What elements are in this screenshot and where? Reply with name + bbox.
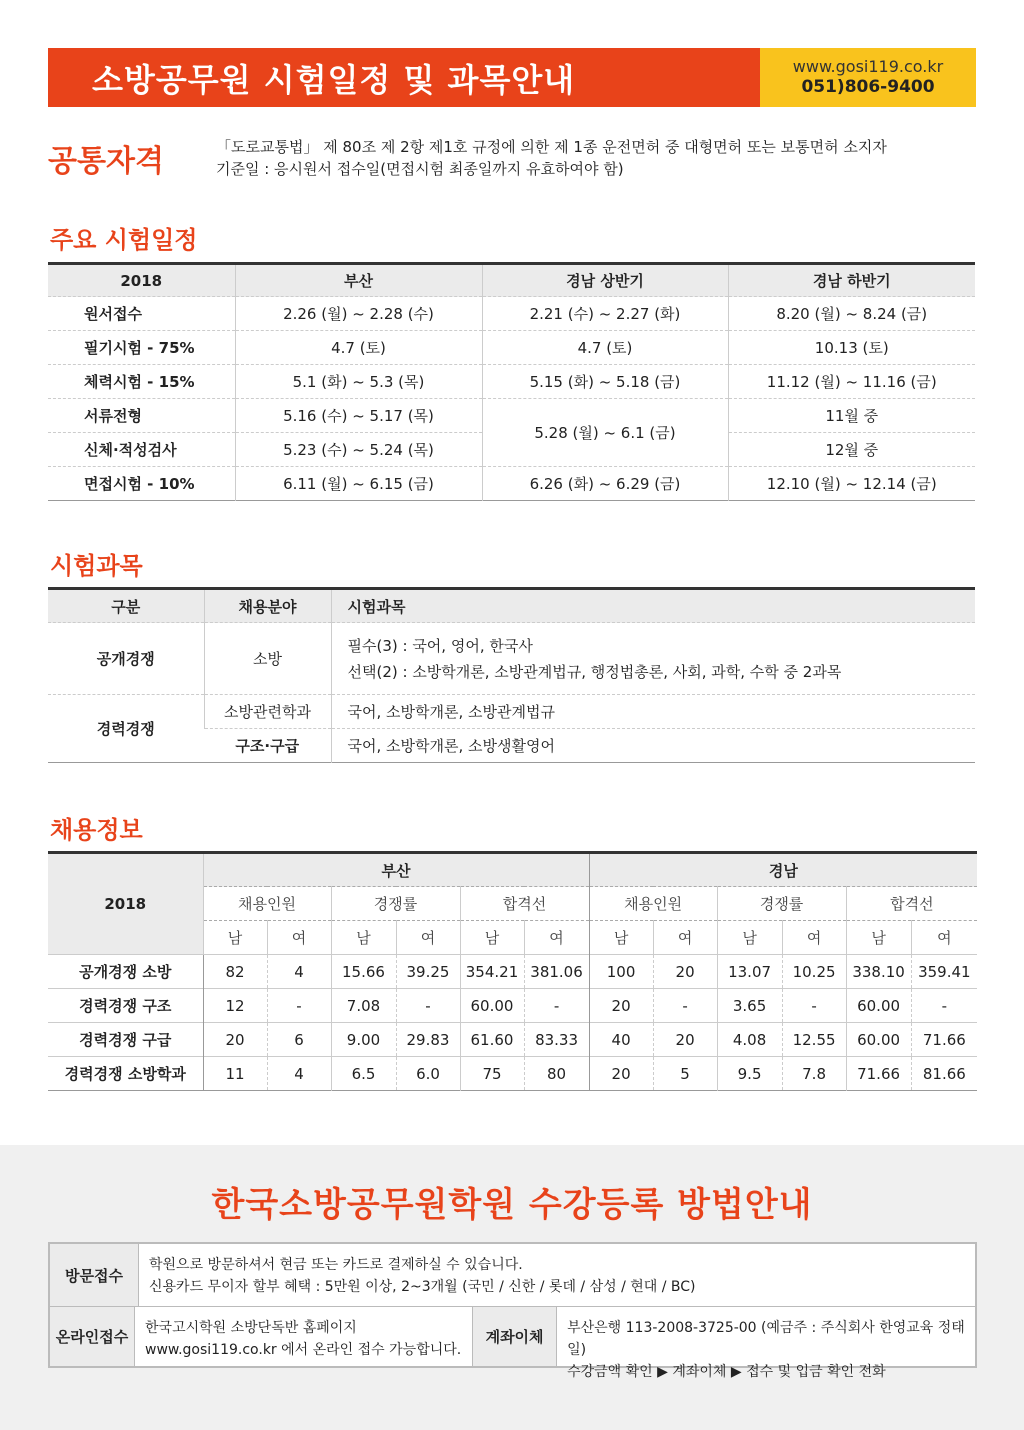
- table-cell: 10.25: [782, 955, 846, 989]
- table-cell: 75: [460, 1057, 524, 1091]
- row-label: 경력경쟁 소방학과: [48, 1057, 203, 1091]
- registration-row: [50, 1306, 975, 1380]
- group-header: 합격선: [846, 887, 977, 921]
- column-header: 부산: [235, 264, 482, 297]
- table-cell: 61.60: [460, 1023, 524, 1057]
- table-row: [48, 331, 975, 365]
- table-cell: 5.16 (수) ~ 5.17 (목): [235, 399, 482, 433]
- table-cell: 4.08: [717, 1023, 782, 1057]
- registration-row: [50, 1244, 975, 1306]
- table-cell: 20: [653, 1023, 717, 1057]
- table-cell: 81.66: [911, 1057, 977, 1091]
- table-row: [48, 695, 975, 729]
- subject-line: 필수(3) : 국어, 영어, 한국사: [347, 636, 533, 655]
- table-cell: 82: [203, 955, 267, 989]
- gender-header: 여: [782, 921, 846, 955]
- group-header: 경쟁률: [331, 887, 460, 921]
- gender-header: 여: [653, 921, 717, 955]
- row-label: 면접시험 - 10%: [48, 467, 235, 501]
- table-cell: 13.07: [717, 955, 782, 989]
- table-cell: 29.83: [396, 1023, 460, 1057]
- recruit-title: 채용정보: [50, 816, 143, 844]
- table-cell: 80: [524, 1057, 589, 1091]
- table-cell: 9.00: [331, 1023, 396, 1057]
- table-cell: 9.5: [717, 1057, 782, 1091]
- table-cell: 5.15 (화) ~ 5.18 (금): [482, 365, 728, 399]
- table-cell: -: [911, 989, 977, 1023]
- qualification-section: [48, 136, 887, 180]
- table-cell: 4: [267, 955, 331, 989]
- column-header: 2018: [48, 264, 235, 297]
- row-label: 경력경쟁 구조: [48, 989, 203, 1023]
- gender-header: 여: [267, 921, 331, 955]
- table-cell: 11: [203, 1057, 267, 1091]
- row-label: 필기시험 - 75%: [48, 331, 235, 365]
- visit-label: 방문접수: [50, 1244, 139, 1306]
- row-label: 서류전형: [48, 399, 235, 433]
- table-cell: 구조·구급: [204, 729, 331, 763]
- gender-header: 여: [396, 921, 460, 955]
- table-cell: -: [782, 989, 846, 1023]
- table-cell: 국어, 소방학개론, 소방생활영어: [331, 729, 975, 763]
- online-line: 한국고시학원 소방단독반 홈페이지: [145, 1320, 357, 1336]
- table-row: [48, 955, 977, 989]
- table-cell: 71.66: [846, 1057, 911, 1091]
- visit-text: [139, 1244, 706, 1306]
- table-cell: 359.41: [911, 955, 977, 989]
- table-cell: 60.00: [460, 989, 524, 1023]
- table-cell: 20: [653, 955, 717, 989]
- table-cell: -: [653, 989, 717, 1023]
- table-cell: 5.28 (월) ~ 6.1 (금): [482, 399, 728, 467]
- website-url[interactable]: www.gosi119.co.kr: [792, 56, 944, 76]
- table-cell: 2.21 (수) ~ 2.27 (화): [482, 297, 728, 331]
- table-cell: 4.7 (토): [482, 331, 728, 365]
- table-cell: 60.00: [846, 1023, 911, 1057]
- table-cell: 소방: [204, 623, 331, 695]
- column-header: 경남 상반기: [482, 264, 728, 297]
- table-cell: 3.65: [717, 989, 782, 1023]
- table-cell: [331, 623, 975, 695]
- table-cell: 354.21: [460, 955, 524, 989]
- table-cell: 2.26 (월) ~ 2.28 (수): [235, 297, 482, 331]
- row-label: 공개경쟁 소방: [48, 955, 203, 989]
- gender-header: 여: [911, 921, 977, 955]
- contact-box: [760, 48, 976, 107]
- table-cell: 4: [267, 1057, 331, 1091]
- table-cell: 6.26 (화) ~ 6.29 (금): [482, 467, 728, 501]
- year-header: 2018: [48, 853, 203, 955]
- table-cell: 11월 중: [728, 399, 975, 433]
- table-cell: -: [267, 989, 331, 1023]
- gender-header: 남: [589, 921, 653, 955]
- row-label: 경력경쟁 구급: [48, 1023, 203, 1057]
- column-header: 구분: [48, 589, 204, 623]
- table-cell: 20: [589, 989, 653, 1023]
- table-cell: 6: [267, 1023, 331, 1057]
- transfer-line: 수강금액 확인 ▶ 계좌이체 ▶ 접수 및 입금 확인 전화: [567, 1364, 886, 1380]
- gender-header: 남: [846, 921, 911, 955]
- gender-header: 남: [460, 921, 524, 955]
- table-cell: 6.11 (월) ~ 6.15 (금): [235, 467, 482, 501]
- table-cell: 20: [589, 1057, 653, 1091]
- row-label: 체력시험 - 15%: [48, 365, 235, 399]
- group-header: 경쟁률: [717, 887, 846, 921]
- table-row: [48, 623, 975, 695]
- column-header: 경남 하반기: [728, 264, 975, 297]
- subjects-title: 시험과목: [50, 552, 143, 580]
- table-cell: 83.33: [524, 1023, 589, 1057]
- table-cell: 7.08: [331, 989, 396, 1023]
- gender-header: 남: [717, 921, 782, 955]
- table-cell: -: [396, 989, 460, 1023]
- table-cell: 40: [589, 1023, 653, 1057]
- transfer-text: [557, 1307, 975, 1380]
- table-cell: 12월 중: [728, 433, 975, 467]
- online-line[interactable]: www.gosi119.co.kr 에서 온라인 접수 가능합니다.: [145, 1342, 462, 1358]
- schedule-table: [48, 262, 975, 501]
- group-header: 채용인원: [203, 887, 331, 921]
- table-cell: 20: [203, 1023, 267, 1057]
- table-cell: -: [524, 989, 589, 1023]
- table-cell: 4.7 (토): [235, 331, 482, 365]
- subject-line: 선택(2) : 소방학개론, 소방관계법규, 행정법총론, 사회, 과학, 수학 중 2과목: [347, 662, 842, 681]
- table-cell: 39.25: [396, 955, 460, 989]
- table-cell: 338.10: [846, 955, 911, 989]
- table-cell: 11.12 (월) ~ 11.16 (금): [728, 365, 975, 399]
- table-cell: 5.1 (화) ~ 5.3 (목): [235, 365, 482, 399]
- header-banner: [48, 48, 976, 107]
- qualification-text: [216, 136, 887, 180]
- gender-header: 남: [331, 921, 396, 955]
- table-cell: 5.23 (수) ~ 5.24 (목): [235, 433, 482, 467]
- table-cell: 7.8: [782, 1057, 846, 1091]
- row-label: 공개경쟁: [48, 623, 204, 695]
- table-cell: 12: [203, 989, 267, 1023]
- row-label: 경력경쟁: [48, 695, 204, 763]
- page-title: 소방공무원 시험일정 및 과목안내: [48, 48, 760, 107]
- column-header: 채용분야: [204, 589, 331, 623]
- visit-line: 신용카드 무이자 할부 혜택 : 5만원 이상, 2~3개월 (국민 / 신한 / 롯데 / 삼성 / 현대 / BC): [149, 1279, 696, 1295]
- phone-number: 051)806-9400: [801, 76, 935, 97]
- table-cell: 소방관련학과: [204, 695, 331, 729]
- table-cell: 10.13 (토): [728, 331, 975, 365]
- online-text: [135, 1307, 472, 1366]
- table-row: [48, 365, 975, 399]
- table-row: [48, 989, 977, 1023]
- table-row: [48, 1057, 977, 1091]
- column-header: 시험과목: [331, 589, 975, 623]
- qualification-line: 「도로교통법」 제 80조 제 2항 제1호 규정에 의한 제 1종 운전면허 중 대형면허 또는 보통면허 소지자: [216, 138, 887, 156]
- recruit-table: [48, 851, 977, 1091]
- table-cell: 15.66: [331, 955, 396, 989]
- table-cell: 6.5: [331, 1057, 396, 1091]
- row-label: 신체·적성검사: [48, 433, 235, 467]
- table-row: [48, 467, 975, 501]
- table-cell: 100: [589, 955, 653, 989]
- table-cell: 12.55: [782, 1023, 846, 1057]
- table-cell: 5: [653, 1057, 717, 1091]
- table-cell: 12.10 (월) ~ 12.14 (금): [728, 467, 975, 501]
- table-cell: 국어, 소방학개론, 소방관계법규: [331, 695, 975, 729]
- gender-header: 남: [203, 921, 267, 955]
- table-cell: 60.00: [846, 989, 911, 1023]
- row-label: 원서접수: [48, 297, 235, 331]
- registration-box: [48, 1242, 977, 1380]
- group-header: 합격선: [460, 887, 589, 921]
- subjects-table: [48, 587, 975, 763]
- registration-title: 한국소방공무원학원 수강등록 방법안내: [211, 1185, 813, 1225]
- visit-line: 학원으로 방문하셔서 현금 또는 카드로 결제하실 수 있습니다.: [149, 1257, 523, 1273]
- table-row: [48, 1023, 977, 1057]
- table-cell: 6.0: [396, 1057, 460, 1091]
- table-cell: 8.20 (월) ~ 8.24 (금): [728, 297, 975, 331]
- table-row: [48, 399, 975, 433]
- transfer-line: 부산은행 113-2008-3725-00 (예금주 : 주식회사 한영교육 정태일): [567, 1320, 965, 1358]
- schedule-title: 주요 시험일정: [50, 226, 198, 254]
- region-header: 경남: [589, 853, 977, 887]
- transfer-label: 계좌이체: [472, 1307, 557, 1366]
- table-cell: 381.06: [524, 955, 589, 989]
- table-cell: 71.66: [911, 1023, 977, 1057]
- group-header: 채용인원: [589, 887, 717, 921]
- gender-header: 여: [524, 921, 589, 955]
- table-row: [48, 297, 975, 331]
- qualification-line: 기준일 : 응시원서 접수일(면접시험 최종일까지 유효하여야 함): [216, 160, 624, 178]
- qualification-title: 공통자격: [48, 144, 164, 179]
- region-header: 부산: [203, 853, 589, 887]
- online-label: 온라인접수: [50, 1307, 135, 1366]
